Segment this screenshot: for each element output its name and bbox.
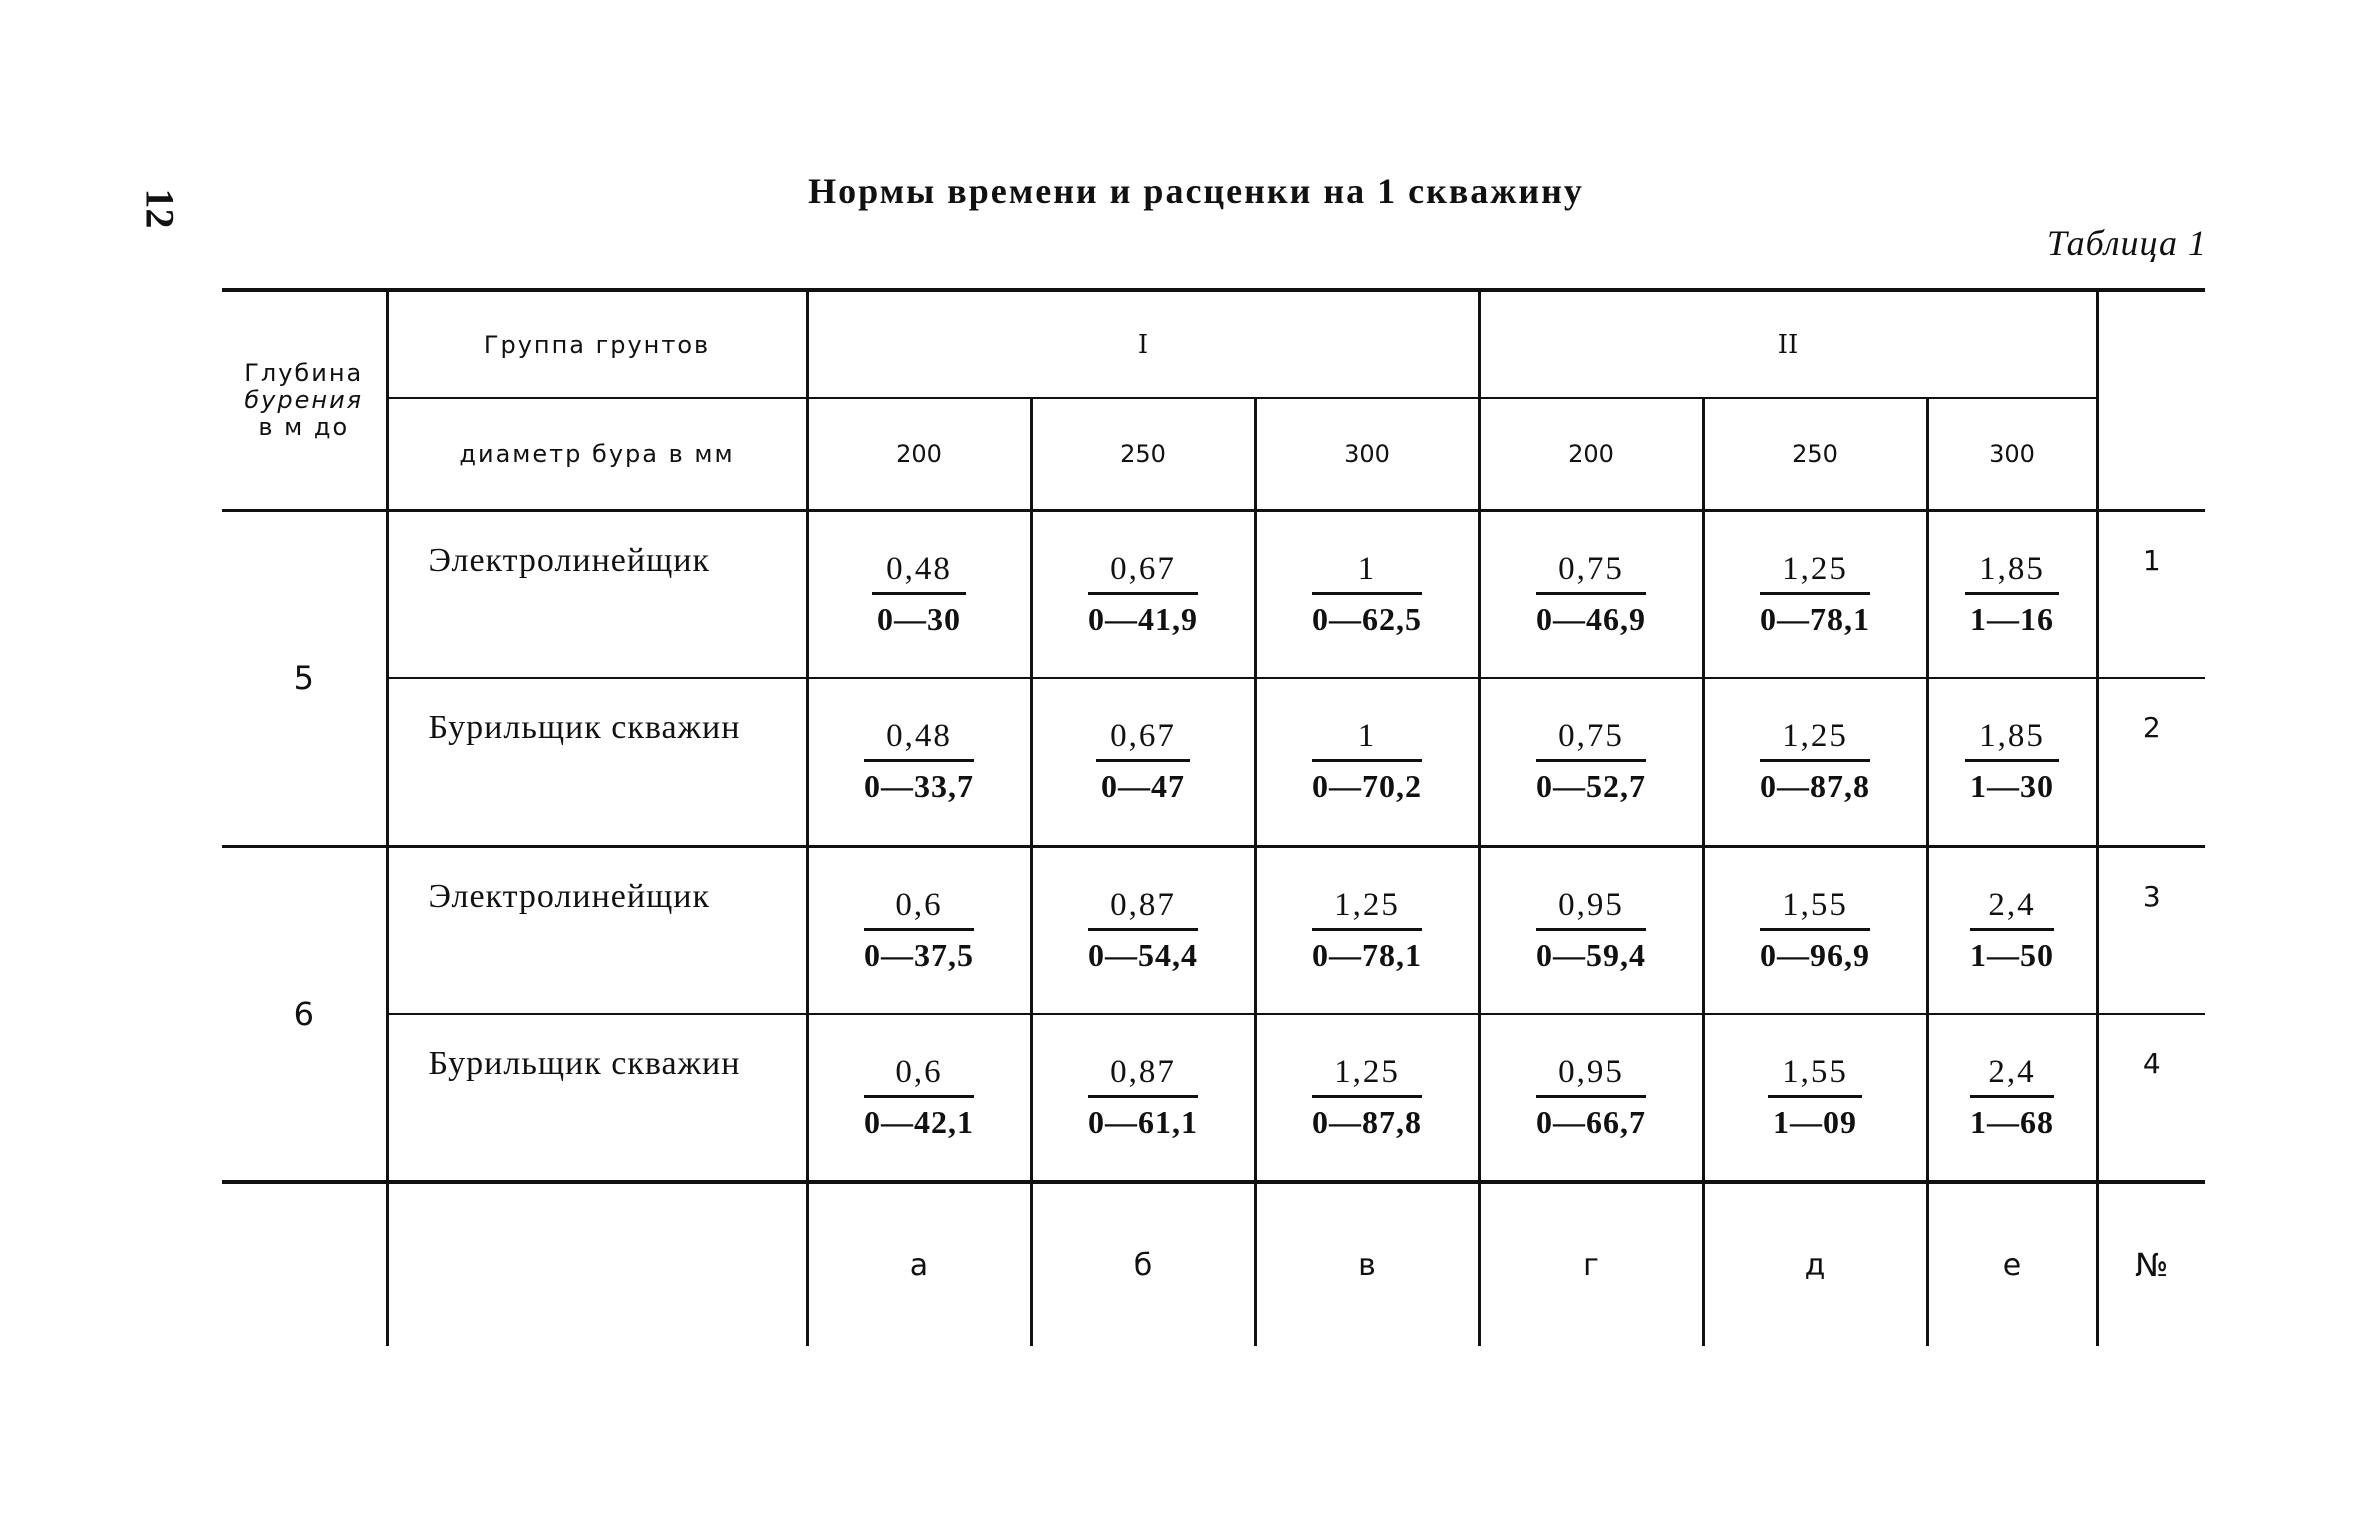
soil-group-header: Группа грунтов bbox=[387, 290, 807, 398]
diameter-header-label: диаметр бура в мм bbox=[459, 439, 735, 468]
diameter-value: 300 bbox=[1927, 398, 2097, 510]
depth-value: 6 bbox=[222, 846, 387, 1182]
table-row bbox=[222, 678, 2205, 846]
price-rate: 0—33,7 bbox=[864, 768, 974, 805]
rate-cell bbox=[1703, 1014, 1927, 1182]
profession-cell: Бурильщик скважин bbox=[387, 1014, 807, 1182]
table-row bbox=[222, 510, 2205, 678]
rate-cell bbox=[1927, 1014, 2097, 1182]
row-number: 3 bbox=[2097, 846, 2205, 1014]
rate-cell bbox=[1255, 678, 1479, 846]
table-row bbox=[222, 846, 2205, 1014]
rate-cell bbox=[1479, 846, 1703, 1014]
profession-cell: Бурильщик скважин bbox=[387, 678, 807, 846]
price-rate: 0—87,8 bbox=[1760, 768, 1871, 805]
time-norm: 2,4 bbox=[1970, 1054, 2054, 1098]
diameter-value: 250 bbox=[1031, 398, 1255, 510]
diameter-header bbox=[387, 398, 807, 510]
price-rate: 0—41,9 bbox=[1088, 600, 1198, 637]
rate-cell bbox=[1031, 678, 1255, 846]
time-norm: 1 bbox=[1312, 551, 1422, 595]
column-letter: а bbox=[807, 1182, 1031, 1346]
rate-cell bbox=[1031, 1014, 1255, 1182]
price-rate: 0—78,1 bbox=[1760, 600, 1871, 637]
page-number: 12 bbox=[137, 188, 183, 229]
rate-cell bbox=[1479, 510, 1703, 678]
diameter-value: 200 bbox=[807, 398, 1031, 510]
time-norm: 1,85 bbox=[1965, 551, 2059, 595]
time-norm: 0,67 bbox=[1096, 718, 1190, 762]
column-letter: е bbox=[1927, 1182, 2097, 1346]
diameter-value: 200 bbox=[1479, 398, 1703, 510]
time-norm: 0,67 bbox=[1088, 551, 1198, 595]
norms-table bbox=[222, 288, 2205, 1346]
profession-cell: Электролинейщик bbox=[387, 846, 807, 1014]
time-norm: 1,55 bbox=[1768, 1054, 1862, 1098]
depth-header-line: бурения bbox=[244, 385, 364, 414]
rate-cell bbox=[1255, 1014, 1479, 1182]
column-letter: д bbox=[1703, 1182, 1927, 1346]
time-norm: 0,6 bbox=[864, 887, 974, 931]
time-norm: 1,25 bbox=[1760, 718, 1870, 762]
footer-row bbox=[222, 1182, 2205, 1346]
rate-cell bbox=[1031, 846, 1255, 1014]
rate-cell bbox=[807, 510, 1031, 678]
price-rate: 0—46,9 bbox=[1536, 600, 1647, 637]
row-number: 1 bbox=[2097, 510, 2205, 678]
rate-cell bbox=[1927, 846, 2097, 1014]
time-norm: 0,75 bbox=[1536, 718, 1646, 762]
time-norm: 0,6 bbox=[864, 1054, 974, 1098]
page-title: Нормы времени и расценки на 1 скважину bbox=[808, 171, 1584, 211]
time-norm: 1 bbox=[1312, 718, 1422, 762]
diameter-value: 300 bbox=[1255, 398, 1479, 510]
price-rate: 0—52,7 bbox=[1536, 768, 1647, 805]
rate-cell bbox=[1927, 678, 2097, 846]
depth-header bbox=[222, 290, 387, 510]
footer-empty-cell bbox=[387, 1182, 807, 1346]
price-rate: 0—62,5 bbox=[1312, 600, 1422, 637]
table-row bbox=[222, 1014, 2205, 1182]
time-norm: 0,87 bbox=[1088, 887, 1198, 931]
price-rate: 0—54,4 bbox=[1088, 936, 1198, 973]
price-rate: 0—96,9 bbox=[1760, 936, 1871, 973]
time-norm: 0,95 bbox=[1536, 887, 1646, 931]
price-rate: 0—59,4 bbox=[1536, 936, 1647, 973]
rate-cell bbox=[1255, 510, 1479, 678]
rate-cell bbox=[1479, 1014, 1703, 1182]
time-norm: 1,25 bbox=[1312, 887, 1422, 931]
depth-header-line: Глубина bbox=[244, 358, 364, 387]
time-norm: 1,55 bbox=[1760, 887, 1870, 931]
price-rate: 1—30 bbox=[1970, 768, 2055, 805]
time-norm: 0,87 bbox=[1088, 1054, 1198, 1098]
price-rate: 0—87,8 bbox=[1312, 1104, 1422, 1140]
time-norm: 1,85 bbox=[1965, 718, 2059, 762]
rate-cell bbox=[1703, 846, 1927, 1014]
price-rate: 0—42,1 bbox=[864, 1104, 974, 1140]
time-norm: 1,25 bbox=[1312, 1054, 1422, 1098]
price-rate: 1—09 bbox=[1773, 1104, 1858, 1140]
time-norm: 0,95 bbox=[1536, 1054, 1646, 1098]
rate-cell bbox=[807, 1014, 1031, 1182]
time-norm: 1,25 bbox=[1760, 551, 1870, 595]
rate-cell bbox=[807, 846, 1031, 1014]
price-rate: 0—37,5 bbox=[864, 936, 974, 973]
price-rate: 0—78,1 bbox=[1312, 936, 1422, 973]
profession-cell: Электролинейщик bbox=[387, 510, 807, 678]
time-norm: 2,4 bbox=[1970, 887, 2054, 931]
footer-empty-cell bbox=[222, 1182, 387, 1346]
rate-cell bbox=[1255, 846, 1479, 1014]
price-rate: 0—61,1 bbox=[1088, 1104, 1198, 1140]
rate-cell bbox=[1703, 510, 1927, 678]
column-letter: б bbox=[1031, 1182, 1255, 1346]
rate-cell bbox=[807, 678, 1031, 846]
number-sign: № bbox=[2097, 1182, 2205, 1346]
rate-cell bbox=[1031, 510, 1255, 678]
price-rate: 0—70,2 bbox=[1312, 768, 1422, 805]
depth-value: 5 bbox=[222, 510, 387, 846]
price-rate: 1—50 bbox=[1970, 936, 2055, 973]
row-number: 4 bbox=[2097, 1014, 2205, 1182]
rate-cell bbox=[1927, 510, 2097, 678]
price-rate: 0—47 bbox=[1101, 768, 1185, 805]
group-II-header: II bbox=[1479, 290, 2097, 398]
price-rate: 1—16 bbox=[1970, 600, 2055, 637]
price-rate: 0—66,7 bbox=[1536, 1104, 1647, 1140]
group-I-header: I bbox=[807, 290, 1479, 398]
table-label: Таблица 1 bbox=[2046, 223, 2207, 263]
column-letter: г bbox=[1479, 1182, 1703, 1346]
row-number: 2 bbox=[2097, 678, 2205, 846]
price-rate: 0—30 bbox=[877, 600, 961, 637]
number-column-header bbox=[2097, 290, 2205, 510]
price-rate: 1—68 bbox=[1970, 1104, 2055, 1140]
time-norm: 0,48 bbox=[864, 718, 974, 762]
rate-cell bbox=[1479, 678, 1703, 846]
diameter-value: 250 bbox=[1703, 398, 1927, 510]
rate-cell bbox=[1703, 678, 1927, 846]
time-norm: 0,75 bbox=[1536, 551, 1646, 595]
time-norm: 0,48 bbox=[872, 551, 966, 595]
column-letter: в bbox=[1255, 1182, 1479, 1346]
depth-header-line: в м до bbox=[258, 412, 350, 441]
